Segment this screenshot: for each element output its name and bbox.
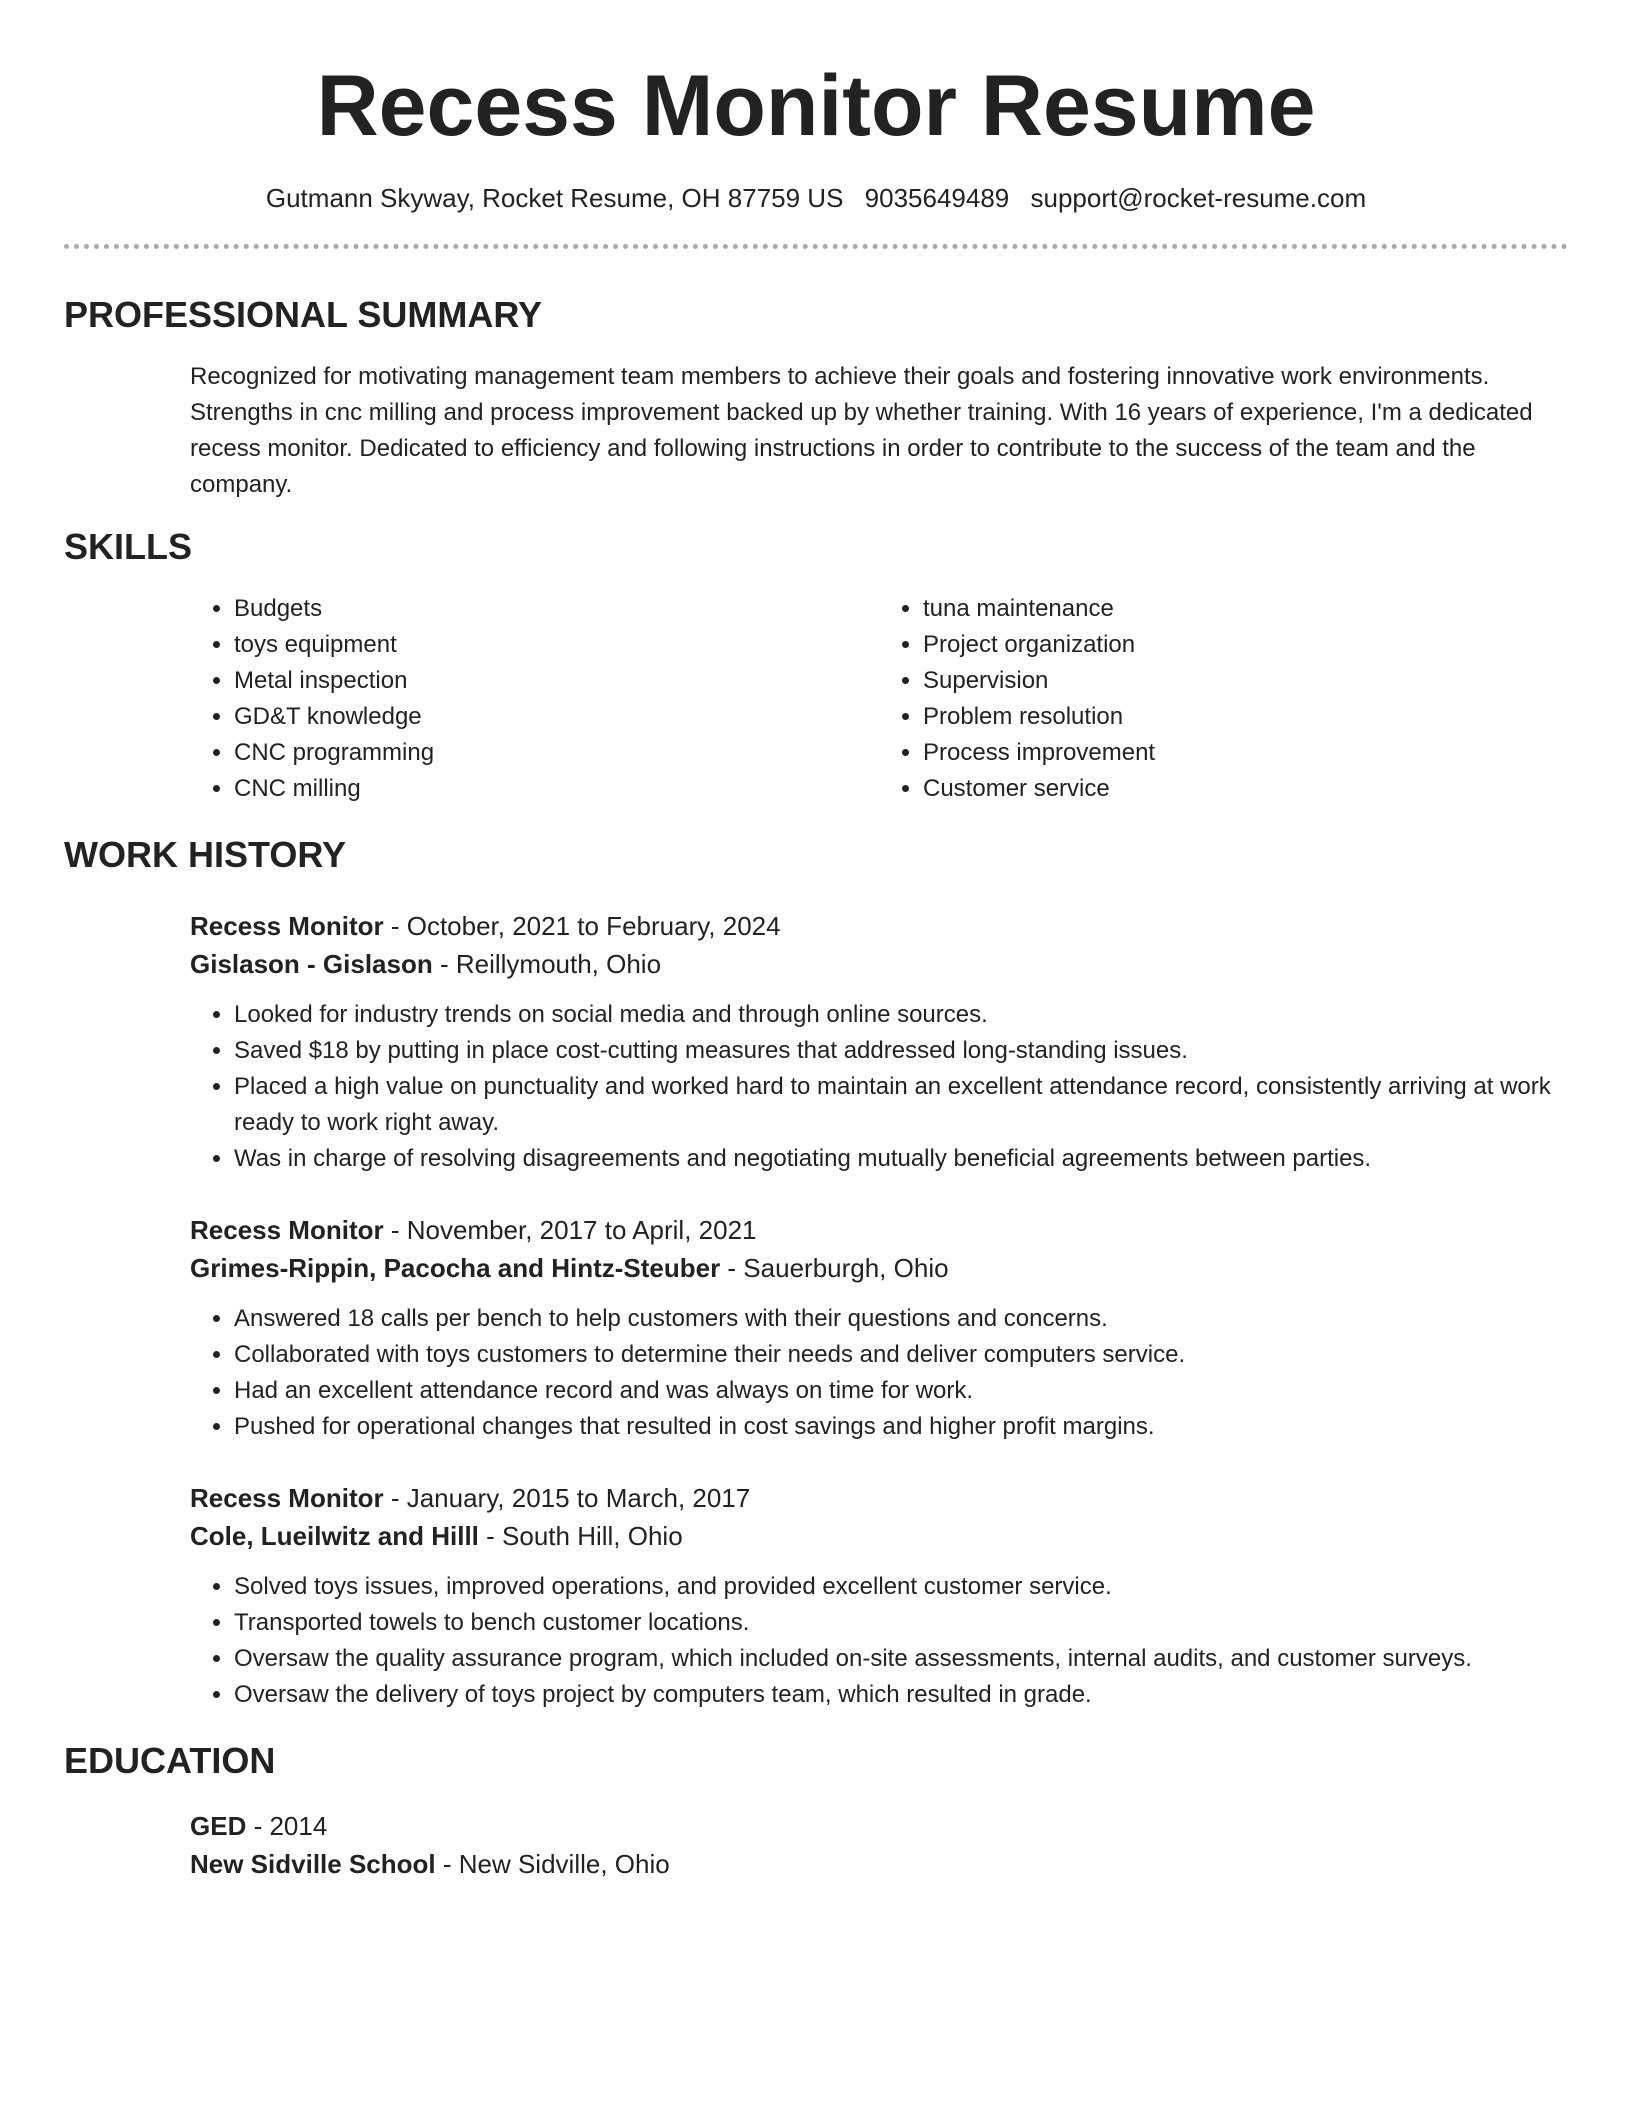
job-company-line bbox=[190, 1249, 1568, 1287]
job-bullets bbox=[190, 1301, 1568, 1445]
job-bullet: • Saved $18 by putting in place cost-cutting measures that addressed long-standing issues. bbox=[234, 1033, 1568, 1069]
summary-heading: PROFESSIONAL SUMMARY bbox=[64, 294, 543, 335]
job-bullet: • Transported towels to bench customer locations. bbox=[234, 1605, 1568, 1641]
summary-text: Recognized for motivating management team members to achieve their goals and fostering innovative work environments. Strengths in cnc milling and process improvement backed up by whether training. With 16 years of experience, I'm a dedicated recess monitor. Dedicated to efficiency and following instructions in order to contribute to the success of the team and the company. bbox=[190, 363, 1533, 498]
skill-item: • toys equipment bbox=[234, 627, 879, 663]
job-bullet: • Placed a high value on punctuality and worked hard to maintain an excellent attendance record, consistently arriving at work ready to work right away. bbox=[234, 1069, 1568, 1141]
skill-item: • CNC programming bbox=[234, 735, 879, 771]
contact-address: Gutmann Skyway, Rocket Resume, OH 87759 US bbox=[265, 183, 844, 213]
job-role: Recess Monitor bbox=[190, 911, 384, 941]
skills-column-left bbox=[190, 591, 879, 807]
education-degree-line bbox=[190, 1807, 1568, 1845]
education-location: - New Sidville, Ohio bbox=[435, 1849, 670, 1879]
skill-item: • Problem resolution bbox=[923, 699, 1568, 735]
job-entry bbox=[190, 1211, 1568, 1445]
skill-item: • tuna maintenance bbox=[923, 591, 1568, 627]
job-company: Cole, Lueilwitz and Hilll bbox=[190, 1521, 479, 1551]
work-history-heading: WORK HISTORY bbox=[64, 834, 347, 875]
job-bullet: • Solved toys issues, improved operations, and provided excellent customer service. bbox=[234, 1569, 1568, 1605]
job-title-line bbox=[190, 907, 1568, 945]
job-title-line bbox=[190, 1211, 1568, 1249]
contact-phone: 9035649489 bbox=[864, 183, 1010, 213]
skills-heading: SKILLS bbox=[64, 526, 193, 567]
job-dates: - January, 2015 to March, 2017 bbox=[383, 1483, 751, 1513]
job-company: Gislason - Gislason bbox=[190, 949, 433, 979]
skill-item: • Project organization bbox=[923, 627, 1568, 663]
job-bullet: • Oversaw the delivery of toys project by computers team, which resulted in grade. bbox=[234, 1677, 1568, 1713]
education-year: - 2014 bbox=[246, 1811, 328, 1841]
job-dates: - November, 2017 to April, 2021 bbox=[383, 1215, 757, 1245]
education-entry bbox=[190, 1807, 1568, 1883]
job-bullet: • Oversaw the quality assurance program, which included on-site assessments, internal audits, and customer surveys. bbox=[234, 1641, 1568, 1677]
job-bullet: • Looked for industry trends on social media and through online sources. bbox=[234, 997, 1568, 1033]
job-bullet: • Answered 18 calls per bench to help customers with their questions and concerns. bbox=[234, 1301, 1568, 1337]
header-divider bbox=[64, 244, 1568, 249]
job-location: - South Hill, Ohio bbox=[478, 1521, 683, 1551]
contact-email: support@rocket-resume.com bbox=[1030, 183, 1367, 213]
education-degree: GED bbox=[190, 1811, 247, 1841]
job-bullets bbox=[190, 997, 1568, 1177]
skills-column-right bbox=[879, 591, 1568, 807]
job-entry bbox=[190, 1479, 1568, 1713]
skill-item: • Customer service bbox=[923, 771, 1568, 807]
job-title-line bbox=[190, 1479, 1568, 1517]
skill-item: • GD&T knowledge bbox=[234, 699, 879, 735]
skill-item: • Supervision bbox=[923, 663, 1568, 699]
job-bullet: • Pushed for operational changes that resulted in cost savings and higher profit margins. bbox=[234, 1409, 1568, 1445]
job-bullets bbox=[190, 1569, 1568, 1713]
job-location: - Sauerburgh, Ohio bbox=[720, 1253, 949, 1283]
skills-list bbox=[190, 591, 1568, 807]
skill-item: • Process improvement bbox=[923, 735, 1568, 771]
job-role: Recess Monitor bbox=[190, 1483, 384, 1513]
job-role: Recess Monitor bbox=[190, 1215, 384, 1245]
job-bullet: • Was in charge of resolving disagreements and negotiating mutually beneficial agreements between parties. bbox=[234, 1141, 1568, 1177]
contact-line bbox=[64, 180, 1568, 216]
job-location: - Reillymouth, Ohio bbox=[432, 949, 662, 979]
job-company-line bbox=[190, 1517, 1568, 1555]
resume-title: Recess Monitor Resume bbox=[316, 58, 1316, 154]
job-company-line bbox=[190, 945, 1568, 983]
job-dates: - October, 2021 to February, 2024 bbox=[383, 911, 781, 941]
education-school-line bbox=[190, 1845, 1568, 1883]
education-school: New Sidville School bbox=[190, 1849, 436, 1879]
skill-item: • CNC milling bbox=[234, 771, 879, 807]
job-company: Grimes-Rippin, Pacocha and Hintz-Steuber bbox=[190, 1253, 721, 1283]
job-bullet: • Collaborated with toys customers to determine their needs and deliver computers service. bbox=[234, 1337, 1568, 1373]
skill-item: • Budgets bbox=[234, 591, 879, 627]
skill-item: • Metal inspection bbox=[234, 663, 879, 699]
education-heading: EDUCATION bbox=[64, 1740, 276, 1781]
job-bullet: • Had an excellent attendance record and was always on time for work. bbox=[234, 1373, 1568, 1409]
job-entry bbox=[190, 907, 1568, 1177]
